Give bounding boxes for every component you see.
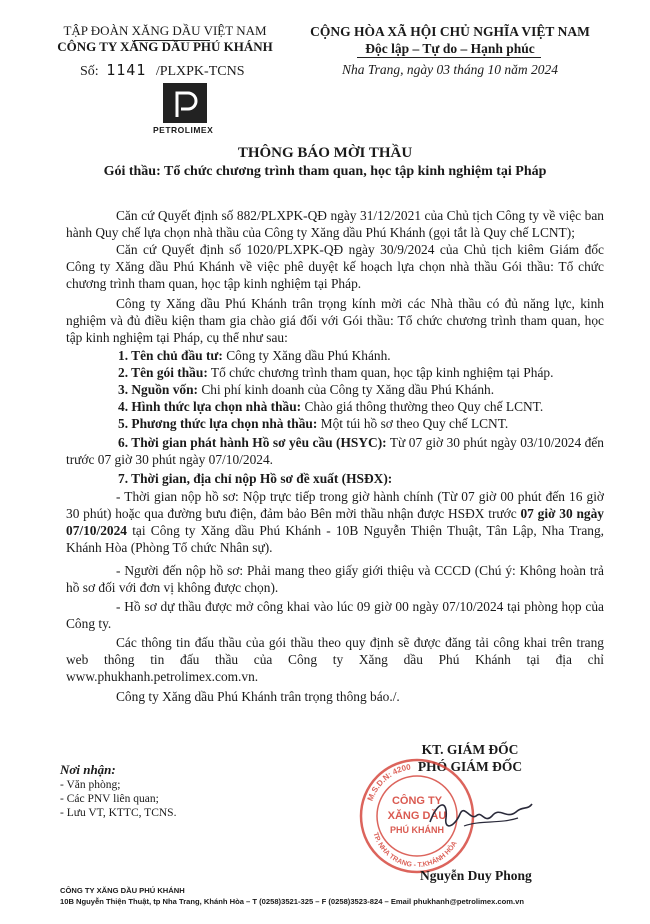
stamp-bottom-text: TP. NHA TRANG - T.KHÁNH HÒA <box>371 831 459 870</box>
footer-company: CÔNG TY XĂNG DẦU PHÚ KHÁNH <box>60 886 185 895</box>
stamp-ring-text: M.S.D.N: 4200 <box>365 762 412 803</box>
item-funding <box>66 381 604 398</box>
petrolimex-logo-icon <box>163 83 207 123</box>
number-label: Số: <box>80 64 99 79</box>
item-funding-text: Chi phí kinh doanh của Công ty Xăng dầu Phú Khánh. <box>198 382 495 397</box>
stamp-line-1: CÔNG TY <box>391 795 443 807</box>
paragraph-invitation: Công ty Xăng dầu Phú Khánh trân trọng kính mời các Nhà thầu có đủ năng lực, kinh nghiệm và đủ điều kiện tham gia chào giá đối với Gói thầu: Tổ chức chương trình tham quan, học tập kinh nghiệm tại Pháp, cụ thể như sau: <box>66 296 604 345</box>
place-date: Nha Trang, ngày 03 tháng 10 năm 2024 <box>341 62 558 77</box>
item-submission-time <box>66 488 604 556</box>
country-name: CỘNG HÒA XÃ HỘI CHỦ NGHĨA VIỆT NAM <box>310 24 590 39</box>
stamp-line-2: XĂNG DẦU <box>387 810 447 822</box>
company-underline <box>134 40 210 41</box>
signature-line-1: KT. GIÁM ĐỐC <box>421 742 519 757</box>
logo-text: PETROLIMEX <box>153 125 214 135</box>
item-selection-method <box>66 415 604 432</box>
item-release-time-text: Từ 07 giờ 30 phút ngày 03/10/2024 đến trước 07 giờ 30 phút ngày 07/10/2024. <box>66 435 605 467</box>
recipient-item: - Lưu VT, KTTC, TCNS. <box>60 807 177 819</box>
item-selection-method-label: 5. Phương thức lựa chọn nhà thầu: <box>118 416 318 431</box>
paragraph-publication: Các thông tin đấu thầu của gói thầu theo quy định sẽ được đăng tải công khai trên trang web thông tin đấu thầu của Công ty Xăng dầu Phú Khánh tại địa chỉ www.phukhanh.petrolimex.com.vn. <box>66 635 604 684</box>
item-selection-form-label: 4. Hình thức lựa chọn nhà thầu: <box>118 399 302 414</box>
document-subtitle: Gói thầu: Tổ chức chương trình tham quan, học tập kinh nghiệm tại Pháp <box>103 164 547 179</box>
item-selection-form <box>66 398 604 415</box>
recipients-heading: Nơi nhận: <box>60 762 116 777</box>
item-investor <box>66 347 604 364</box>
item-package <box>66 364 604 381</box>
item-release-time-label: 6. Thời gian phát hành Hồ sơ yêu cầu (HSYC): <box>118 435 387 450</box>
item-package-label: 2. Tên gói thầu: <box>118 365 208 380</box>
right-header <box>300 23 600 57</box>
left-header <box>40 23 290 55</box>
paragraph-basis-1: Căn cứ Quyết định số 882/PLXPK-QĐ ngày 31/12/2021 của Chủ tịch Công ty về việc ban hành Quy chế lựa chọn nhà thầu của Công ty Xăng dầu Phú Khánh (gọi tắt là Quy chế LCNT); <box>66 208 604 240</box>
recipients <box>60 762 176 820</box>
signer-name: Nguyễn Duy Phong <box>420 868 532 883</box>
company-name: CÔNG TY XĂNG DẦU PHÚ KHÁNH <box>57 39 273 54</box>
handwritten-signature <box>420 790 540 840</box>
submission-time-pre: - Thời gian nộp hồ sơ: Nộp trực tiếp trong giờ hành chính (Từ 07 giờ 00 phút đến 16 giờ 30 phút) hoặc qua đường bưu điện, đảm bảo Bên mời thầu nhận được HSĐX trước <box>66 489 604 521</box>
item-investor-text: Công ty Xăng dầu Phú Khánh. <box>222 348 391 363</box>
submission-time-post: tại Công ty Xăng dầu Phú Khánh - 10B Nguyễn Thiện Thuật, Tân Lập, Nha Trang, Khánh Hòa (Phòng Tổ chức Nhân sự). <box>66 523 604 555</box>
item-selection-method-text: Một túi hồ sơ theo Quy chế LCNT. <box>317 416 509 431</box>
number-value: 1141 <box>106 61 147 79</box>
submission-deadline: 07 giờ 30 ngày 07/10/2024 <box>66 506 604 538</box>
footer-contact: 10B Nguyễn Thiện Thuật, tp Nha Trang, Khánh Hòa – T (0258)3521-325 – F (0258)3523-824 – Email phukhanh@petrolimex.com.vn <box>60 897 525 906</box>
motto: Độc lập – Tự do – Hạnh phúc <box>365 41 535 56</box>
item-package-text: Tổ chức chương trình tham quan, học tập kinh nghiệm tại Pháp. <box>207 365 554 380</box>
recipient-item: - Văn phòng; <box>60 779 121 791</box>
document-title: THÔNG BÁO MỜI THẦU <box>237 145 413 161</box>
item-investor-label: 1. Tên chủ đầu tư: <box>118 348 223 363</box>
item-opening: - Hồ sơ dự thầu được mở công khai vào lúc 09 giờ 00 ngày 07/10/2024 tại phòng họp của Công ty. <box>66 599 604 631</box>
footer <box>60 885 620 907</box>
recipient-item: - Các PNV liên quan; <box>60 793 159 805</box>
item-submission-label: 7. Thời gian, địa chỉ nộp Hồ sơ đề xuất (HSĐX): <box>118 471 393 486</box>
paragraph-basis-2: Căn cứ Quyết định số 1020/PLXPK-QĐ ngày 30/9/2024 của Chủ tịch kiêm Giám đốc Công ty Xăng dầu Phú Khánh về việc phê duyệt kế hoạch lựa chọn nhà thầu Gói thầu: Tổ chức chương trình tham quan, học tập kinh nghiệm tại Pháp. <box>66 242 604 291</box>
motto-underline <box>357 57 541 58</box>
signature-line-2: PHÓ GIÁM ĐỐC <box>417 759 523 774</box>
item-funding-label: 3. Nguồn vốn: <box>118 382 198 397</box>
item-release-time <box>66 434 604 468</box>
item-selection-form-text: Chào giá thông thường theo Quy chế LCNT. <box>301 399 544 414</box>
stamp-line-3: PHÚ KHÁNH <box>390 825 444 835</box>
item-submitter: - Người đến nộp hồ sơ: Phải mang theo giấy giới thiệu và CCCD (Chú ý: Không hoàn trả hồ sơ đối với đơn vị không được chọn). <box>66 563 604 595</box>
paragraph-closing: Công ty Xăng dầu Phú Khánh trân trọng thông báo./. <box>116 689 400 704</box>
number-suffix: /PLXPK-TCNS <box>155 64 245 79</box>
document-number <box>80 62 245 80</box>
item-submission <box>66 470 604 487</box>
group-name: TẬP ĐOÀN XĂNG DẦU VIỆT NAM <box>63 23 267 38</box>
